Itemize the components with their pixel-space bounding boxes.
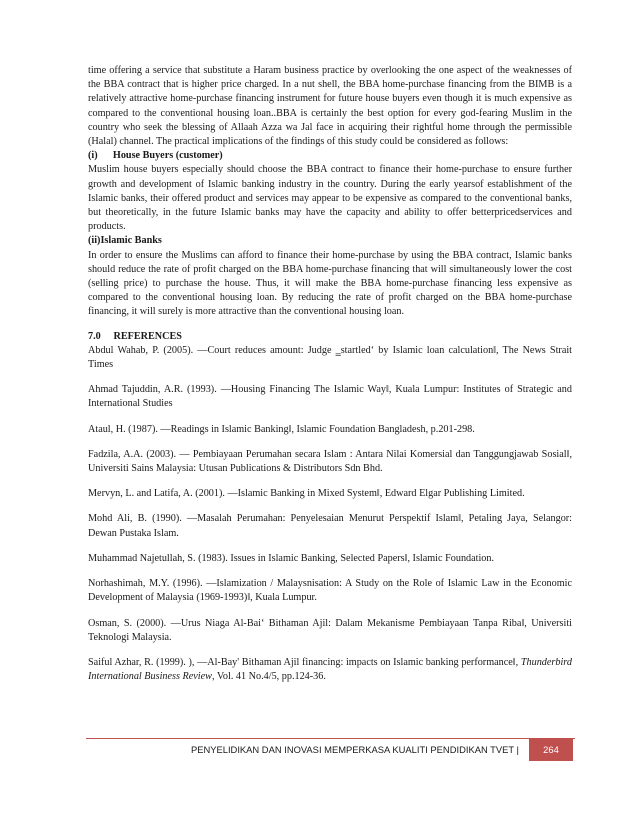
reference-item: Muhammad Najetullah, S. (1983). Issues in Islamic Banking, Selected Papers‖, Islamic Foundation. [88, 552, 495, 564]
page-body [88, 64, 572, 684]
house-buyers-heading: (i) House Buyers (customer) [88, 150, 223, 162]
journal-title: Thunderbird International Business Review [88, 656, 572, 683]
reference-item: Ataul, H. (1987). ―Readings in Islamic Banking‖, Islamic Foundation Bangladesh, p.201-298. [88, 423, 475, 435]
reference-item: Fadzila, A.A. (2003). ― Pembiayaan Perumahan secara Islam : Antara Nilai Komersial dan Tanggungjawab Sosial‖, Universiti Sains Malaysia: Utusan Publications & Distributors Sdn Bhd. [88, 448, 572, 475]
paragraph-islamic-banks: In order to ensure the Muslims can afford to finance their home-purchase by using the BBA contract, Islamic banks should reduce the rate of profit charged on the BBA home-purchase financing that will simultaneously lower the cost (selling price) to purchase the house. Thus, it will make the BBA home-purchase financing less expensive as compared to the conventional housing loan. By reducing the rate of profit charged on the BBA home-purchase financing, it will surely is more attractive than the conventional housing loan. [88, 249, 572, 318]
paragraph-house-buyers: Muslim house buyers especially should choose the BBA contract to finance their home-purchase to ensure further growth and development of Islamic banking industry in the country. During the early yearsof establishment of the Islamic banks, their offered product and services may appear to be expensive as compared to the conventional banks, but theoretically, in the future Islamic banks may have the capacity and ability to offer betterpricedservices and products. [88, 164, 572, 233]
reference-item: Mervyn, L. and Latifa, A. (2001). ―Islamic Banking in Mixed System‖, Edward Elgar Publishing Limited. [88, 488, 525, 500]
reference-item: Abdul Wahab, P. (2005). ―Court reduces amount: Judge ‗startled‘ by Islamic loan calculation‖, The News Strait Times [88, 344, 572, 371]
reference-item: Norhashimah, M.Y. (1996). ―Islamization / Malaysnisation: A Study on the Role of Islamic Law in the Economic Development of Malaysia (1969-1993)‖, Kuala Lumpur. [88, 578, 573, 604]
reference-item: Ahmad Tajuddin, A.R. (1993). ―Housing Financing The Islamic Way‖, Kuala Lumpur: Institutes of Strategic and International Studies [88, 384, 572, 410]
references-heading: 7.0 REFERENCES [88, 330, 182, 342]
references-list [88, 344, 572, 684]
islamic-banks-heading: (ii)Islamic Banks [88, 235, 162, 247]
page-number: 264 [529, 739, 573, 761]
reference-item: Saiful Azhar, R. (1999). ), ―Al-Bay' Bithaman Ajil financing: impacts on Islamic banking performance‖, Thunderbird International Business Review, Vol. 41 No.4/5, pp.124-36. [88, 656, 572, 683]
reference-item: Mohd Ali, B. (1990). ―Masalah Perumahan: Penyelesaian Menurut Perspektif Islam‖, Petaling Jaya, Selangor: Dewan Pustaka Islam. [88, 513, 573, 539]
page-footer [86, 739, 575, 761]
reference-item: Osman, S. (2000). ―Urus Niaga Al-Bai‘ Bithaman Ajil: Dalam Mekanisme Pembiayaan Tanpa Riba‖, Universiti Teknologi Malaysia. [88, 617, 572, 643]
footer-title: PENYELIDIKAN DAN INOVASI MEMPERKASA KUALITI PENDIDIKAN TVET | [190, 744, 519, 755]
paragraph-implications: time offering a service that substitute a Haram business practice by overlooking the one aspect of the weaknesses of the BBA contract that is higher price charged. In a nut shell, the BBA home-purchase financing from the BIMB is a relatively attractive home-purchase financing instrument for future house buyers even though it is much expensive as compared to the conventional housing loan..BBA is certainly the best option for every god-fearing Muslim in the country who seek the blessing of Allaah Azza wa Jal face in acquiring their rightful home through the permissible (Halal) channel. The practical implications of the findings of this study could be considered as follows: [88, 65, 572, 148]
